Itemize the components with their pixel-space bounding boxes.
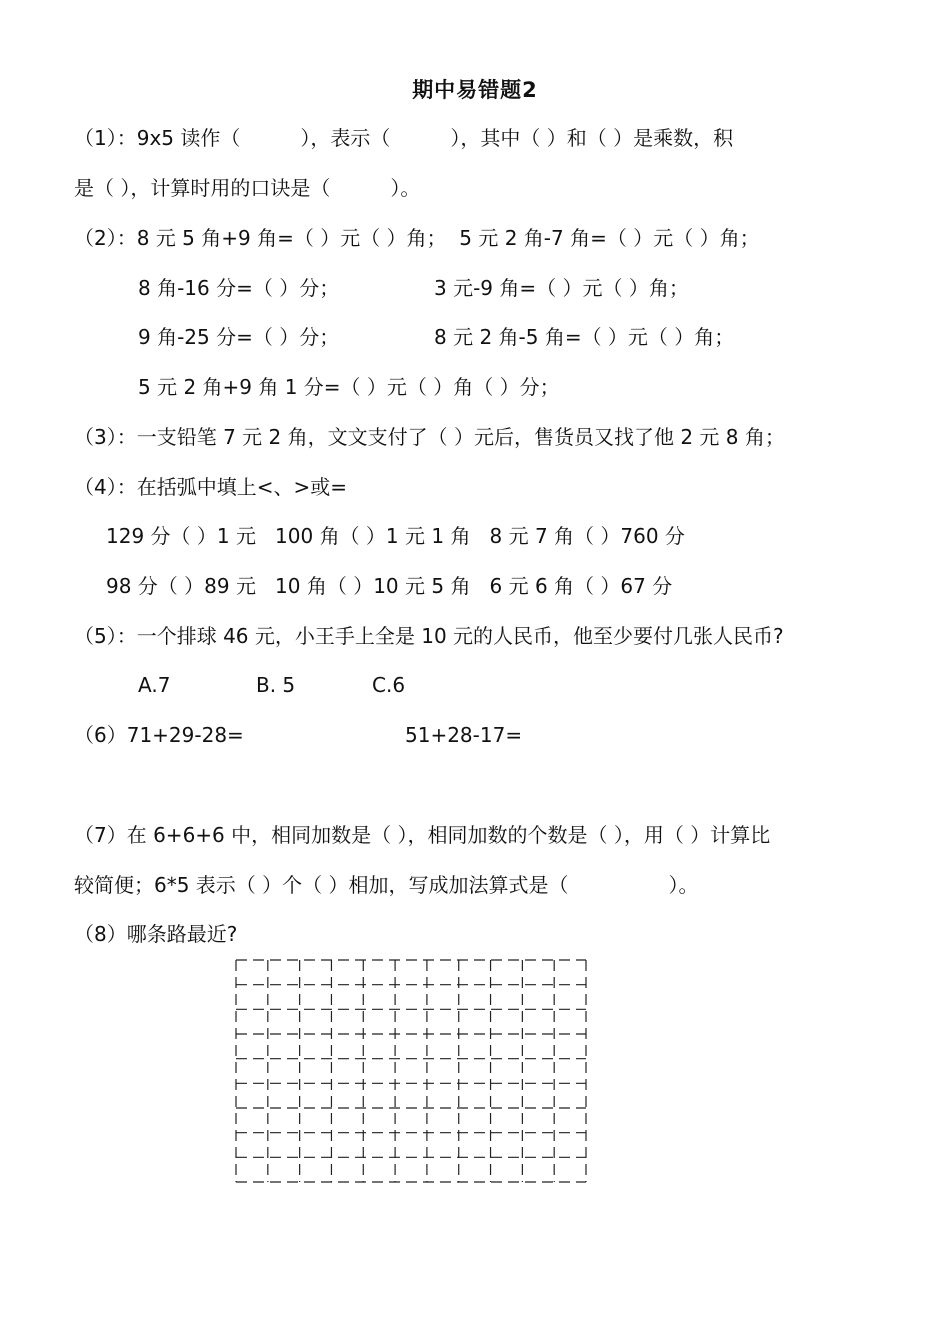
question-6-part-b: 51+28-17= <box>405 723 523 747</box>
question-5-option-a: A.7 <box>138 673 171 697</box>
road-grid <box>234 958 588 1186</box>
question-4-row-2: 98 分（ ）89 元 10 角（ ）10 元 5 角 6 元 6 角（ ）67 分 <box>106 574 673 598</box>
question-5-option-b: B. 5 <box>256 673 296 697</box>
question-3-line-1: （3）：一支铅笔 7 元 2 角，文文支付了（ ）元后，售货员又找了他 2 元 8 角； <box>74 425 785 449</box>
question-7-line-2: 较简便；6*5 表示（ ）个（ ）相加，写成加法算式是（ ）。 <box>74 873 699 897</box>
question-2-line-2b: 3 元-9 角=（ ）元（ ）角； <box>434 276 689 300</box>
question-4-line-1: （4）：在括弧中填上<、>或= <box>74 475 347 499</box>
question-8-line-1: （8）哪条路最近? <box>74 922 238 946</box>
question-5-line-1: （5）：一个排球 46 元，小王手上全是 10 元的人民币，他至少要付几张人民币? <box>74 624 784 648</box>
question-1-line-1: （1）：9x5 读作（ ），表示（ ），其中（ ）和（ ）是乘数，积 <box>74 126 734 150</box>
question-2-line-1: （2）：8 元 5 角+9 角=（ ）元（ ）角； 5 元 2 角-7 角=（ ）元（ ）角； <box>74 226 760 250</box>
question-2-line-4: 5 元 2 角+9 角 1 分=（ ）元（ ）角（ ）分； <box>138 375 560 399</box>
question-1-line-2: 是（ ），计算时用的口诀是（ ）。 <box>74 176 421 200</box>
question-4-row-1: 129 分（ ）1 元 100 角（ ）1 元 1 角 8 元 7 角（ ）760 分 <box>106 524 685 548</box>
question-2-line-2a: 8 角-16 分=（ ）分； <box>138 276 340 300</box>
question-6-part-a: （6）71+29-28= <box>74 723 244 747</box>
page-title: 期中易错题2 <box>412 78 538 102</box>
question-7-line-1: （7）在 6+6+6 中，相同加数是（ ），相同加数的个数是（ ），用（ ）计算比 <box>74 823 771 847</box>
question-2-line-3b: 8 元 2 角-5 角=（ ）元（ ）角； <box>434 325 735 349</box>
question-2-line-3a: 9 角-25 分=（ ）分； <box>138 325 340 349</box>
question-5-option-c: C.6 <box>372 673 406 697</box>
